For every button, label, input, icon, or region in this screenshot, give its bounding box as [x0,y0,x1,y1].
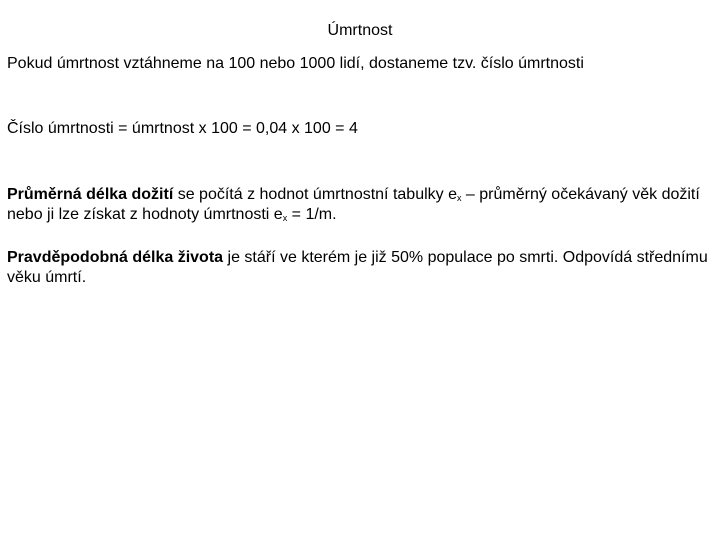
median-lifespan-paragraph [7,248,713,288]
mortality-number-formula: Číslo úmrtnosti = úmrtnost x 100 = 0,04 x 100 = 4 [7,120,358,137]
page-title: Úmrtnost [327,22,393,39]
mortality-number-intro: Pokud úmrtnost vztáhneme na 100 nebo 1000 lidí, dostaneme tzv. číslo úmrtnosti [7,55,584,72]
life-expectancy-term: Průměrná délka dožití [7,186,174,203]
life-expectancy-text-b: – průměrný očekávaný věk dožití nebo ji lze získat z hodnoty úmrtnosti e [7,186,700,223]
subscript-x: x [282,213,288,223]
median-lifespan-text: je stáří ve kterém je již 50% populace po smrti. Odpovídá střednímu věku úmrtí. [7,249,708,286]
life-expectancy-text-c: = 1/m. [287,206,337,223]
life-expectancy-paragraph [7,185,713,225]
subscript-x: x [456,193,462,203]
life-expectancy-text-a: se počítá z hodnot úmrtnostní tabulky e [173,186,457,203]
median-lifespan-term: Pravděpodobná délka života [7,249,224,266]
